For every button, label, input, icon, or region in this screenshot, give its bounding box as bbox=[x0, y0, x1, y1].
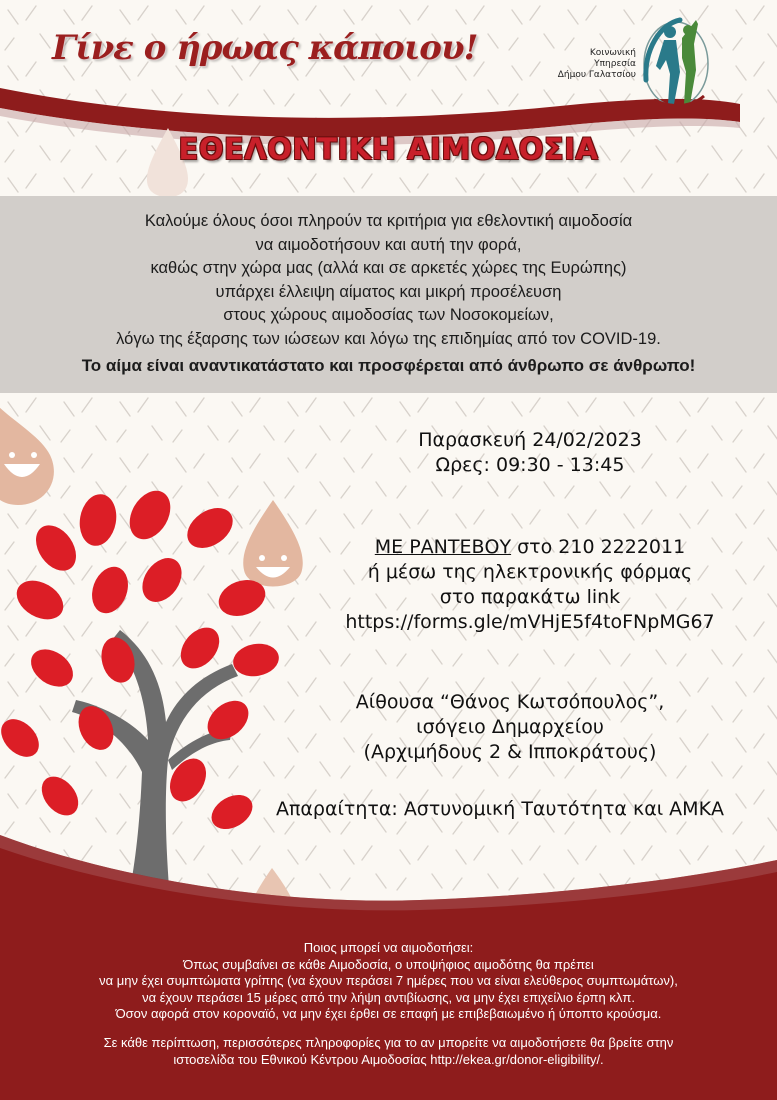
event-hours: Ωρες: 09:30 - 13:45 bbox=[435, 454, 625, 476]
intro-line: υπάρχει έλλειψη αίματος και μικρή προσέλευση bbox=[215, 282, 562, 301]
intro-line: λόγω της έξαρσης των ιώσεων και λόγω της επιδημίας από τον COVID-19. bbox=[116, 329, 661, 348]
eligibility-line: Ποιος μπορεί να αιμοδοτήσει: bbox=[303, 940, 474, 955]
appointment-phone: στο 210 2222011 bbox=[511, 536, 686, 558]
appointment-info bbox=[290, 535, 770, 635]
intro-line: καθώς στην χώρα μας (αλλά και σε αρκετές χώρες της Ευρώπης) bbox=[150, 259, 627, 277]
location-line-2: ισόγειο Δημαρχείου bbox=[416, 716, 604, 738]
more-info-line: Σε κάθε περίπτωση, περισσότερες πληροφορίες για το αν μπορείτε να αιμοδοτήσετε θα βρείτε στην bbox=[103, 1034, 674, 1050]
intro-line: στους χώρους αιμοδοσίας των Νοσοκομείων, bbox=[223, 306, 554, 324]
appointment-form-link[interactable]: https://forms.gle/mVHjE5f4toFNpMG67 bbox=[345, 611, 715, 633]
organization-line: Κοινωνική bbox=[589, 48, 636, 58]
eligibility-line: Όπως συμβαίνει σε κάθε Αιμοδοσία, ο υποψήφιος αιμοδότης θα πρέπει bbox=[183, 956, 594, 972]
appointment-line-3: στο παρακάτω link bbox=[439, 586, 621, 608]
more-info-line: ιστοσελίδα του Εθνικού Κέντρου Αιμοδοσίας http://ekea.gr/donor-eligibility/. bbox=[173, 1051, 604, 1067]
appointment-line-2: ή μέσω της ηλεκτρονικής φόρμας bbox=[367, 561, 693, 583]
location-line-1: Αίθουσα “Θάνος Κωτσόπουλος”, bbox=[355, 691, 665, 713]
intro-line: να αιμοδοτήσουν και αυτή την φορά, bbox=[255, 235, 522, 254]
event-time bbox=[360, 428, 700, 478]
requirements: Απαραίτητα: Αστυνομική Ταυτότητα και ΑΜΚΑ bbox=[275, 798, 725, 820]
location-line-3: (Αρχιμήδους 2 & Ιπποκράτους) bbox=[363, 741, 657, 763]
tagline: Το αίμα είναι αναντικατάστατο και προσφέρεται από άνθρωπο σε άνθρωπο! bbox=[81, 356, 696, 375]
eligibility-line: να μην έχει συμπτώματα γρίπης (να έχουν περάσει 7 ημέρες που να είναι ελεύθερος συμπτωμάτων), bbox=[99, 973, 678, 989]
appointment-emphasis: ΜΕ ΡΑΝΤΕΒΟΥ bbox=[374, 536, 512, 558]
intro-line: Καλούμε όλους όσοι πληρούν τα κριτήρια για εθελοντική αιμοδοσία bbox=[144, 212, 633, 230]
organization-line: Δήμου Γαλατσίου bbox=[557, 70, 636, 80]
organization-name bbox=[540, 48, 636, 81]
location-info bbox=[300, 690, 720, 765]
spacer bbox=[0, 1023, 777, 1035]
intro-text bbox=[0, 210, 777, 351]
eligibility-line: Όσον αφορά στον κοροναϊό, να μην έχει έρθει σε επαφή με επιβεβαιωμένο ή ύποπτο κρούσμα. bbox=[115, 1006, 662, 1022]
eligibility-line: να έχουν περάσει 15 μέρες από την λήψη αντιβίωσης, να μην έχει επιχείλιο έρπη κλπ. bbox=[142, 989, 635, 1005]
slogan: Γίνε ο ήρωας κάποιου! bbox=[52, 28, 478, 68]
event-date: Παρασκευή 24/02/2023 bbox=[418, 429, 642, 451]
organization-line: Υπηρεσία bbox=[594, 59, 636, 69]
eligibility-info bbox=[0, 940, 777, 1068]
human-figures-logo-icon bbox=[640, 10, 712, 110]
headline: ΕΘΕΛΟΝΤΙΚΗ ΑΙΜΟΔΟΣΙΑ bbox=[178, 132, 599, 166]
appointment-line-1 bbox=[290, 535, 770, 560]
